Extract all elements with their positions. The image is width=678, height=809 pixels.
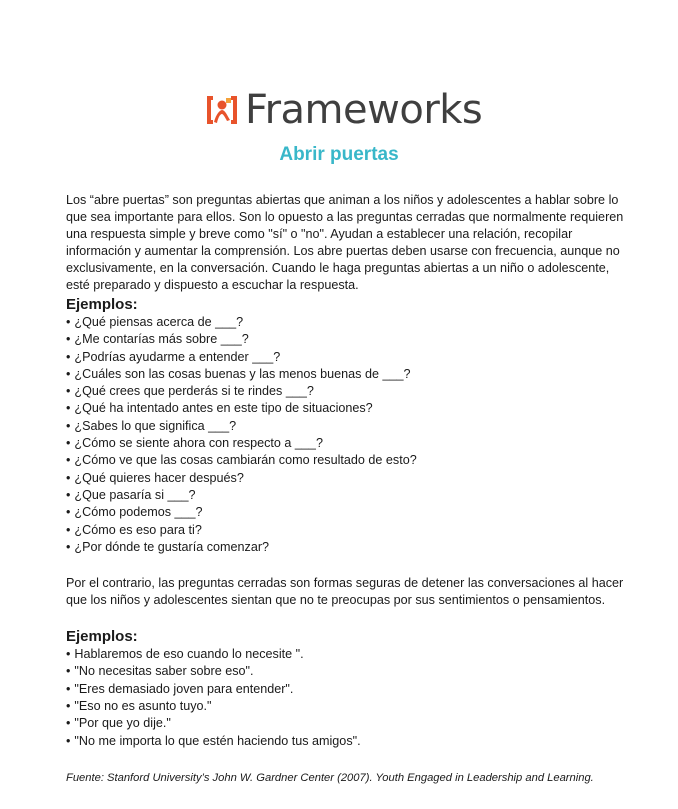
frameworks-logo — [203, 86, 482, 134]
list-item: • ¿Por dónde te gustaría comenzar? — [66, 539, 626, 556]
list-item: • ¿Cómo se siente ahora con respecto a ___? — [66, 435, 626, 452]
list-item: • ¿Cómo es eso para ti? — [66, 522, 626, 539]
list-item: • ¿Me contarías más sobre ___? — [66, 331, 626, 348]
closed-questions-paragraph: Por el contrario, las preguntas cerradas son formas seguras de detener las conversaciones al hacer que los niños y adolescentes sientan que no te preocupas por sus sentimientos o pensamientos. — [66, 576, 624, 608]
closed-questions-list — [66, 646, 626, 750]
examples-heading-closed: Ejemplos: — [66, 628, 138, 646]
list-item: • ¿Qué quieres hacer después? — [66, 470, 626, 487]
list-item: • ¿Cuáles son las cosas buenas y las menos buenas de ___? — [66, 366, 626, 383]
list-item: • ¿Que pasaría si ___? — [66, 487, 626, 504]
list-item: • ¿Sabes lo que significa ___? — [66, 418, 626, 435]
intro-paragraph: Los “abre puertas” son preguntas abiertas que animan a los niños y adolescentes a hablar sobre lo que sea importante para ellos. Son lo opuesto a las preguntas cerradas que normalmente requieren una respuesta simple y breve como "sí" o "no". Ayudan a establecer una relación, recopilar información y aumentar la comprensión. Los abre puertas deben usarse con frecuencia, aunque no exclusivamente, en la conversación. Cuando le haga preguntas abiertas a un niño o adolescente, esté preparado y dispuesto a escuchar la respuesta. — [66, 193, 624, 292]
page-title: Abrir puertas — [279, 144, 399, 165]
list-item: • ¿Cómo podemos ___? — [66, 504, 626, 521]
open-questions-list — [66, 314, 626, 556]
list-item: • "No necesitas saber sobre eso". — [66, 663, 626, 680]
list-item: • "No me importa lo que estén haciendo tus amigos". — [66, 733, 626, 750]
source-citation: Fuente: Stanford University’s John W. Gardner Center (2007). Youth Engaged in Leadership and Learning. — [66, 771, 594, 784]
examples-heading-open: Ejemplos: — [66, 296, 138, 313]
list-item: • ¿Qué crees que perderás si te rindes ___? — [66, 383, 626, 400]
list-item: • Hablaremos de eso cuando lo necesite ". — [66, 646, 626, 663]
list-item: • ¿Qué ha intentado antes en este tipo de situaciones? — [66, 400, 626, 417]
list-item: • "Eres demasiado joven para entender". — [66, 681, 626, 698]
logo-wordmark: Frameworks — [245, 87, 483, 133]
list-item: • ¿Cómo ve que las cosas cambiarán como resultado de esto? — [66, 452, 626, 469]
list-item: • ¿Qué piensas acerca de ___? — [66, 314, 626, 331]
list-item: • ¿Podrías ayudarme a entender ___? — [66, 349, 626, 366]
list-item: • "Eso no es asunto tuyo." — [66, 698, 626, 715]
frameworks-logo-icon — [203, 90, 241, 130]
document-body — [66, 192, 626, 787]
list-item: • "Por que yo dije." — [66, 715, 626, 732]
